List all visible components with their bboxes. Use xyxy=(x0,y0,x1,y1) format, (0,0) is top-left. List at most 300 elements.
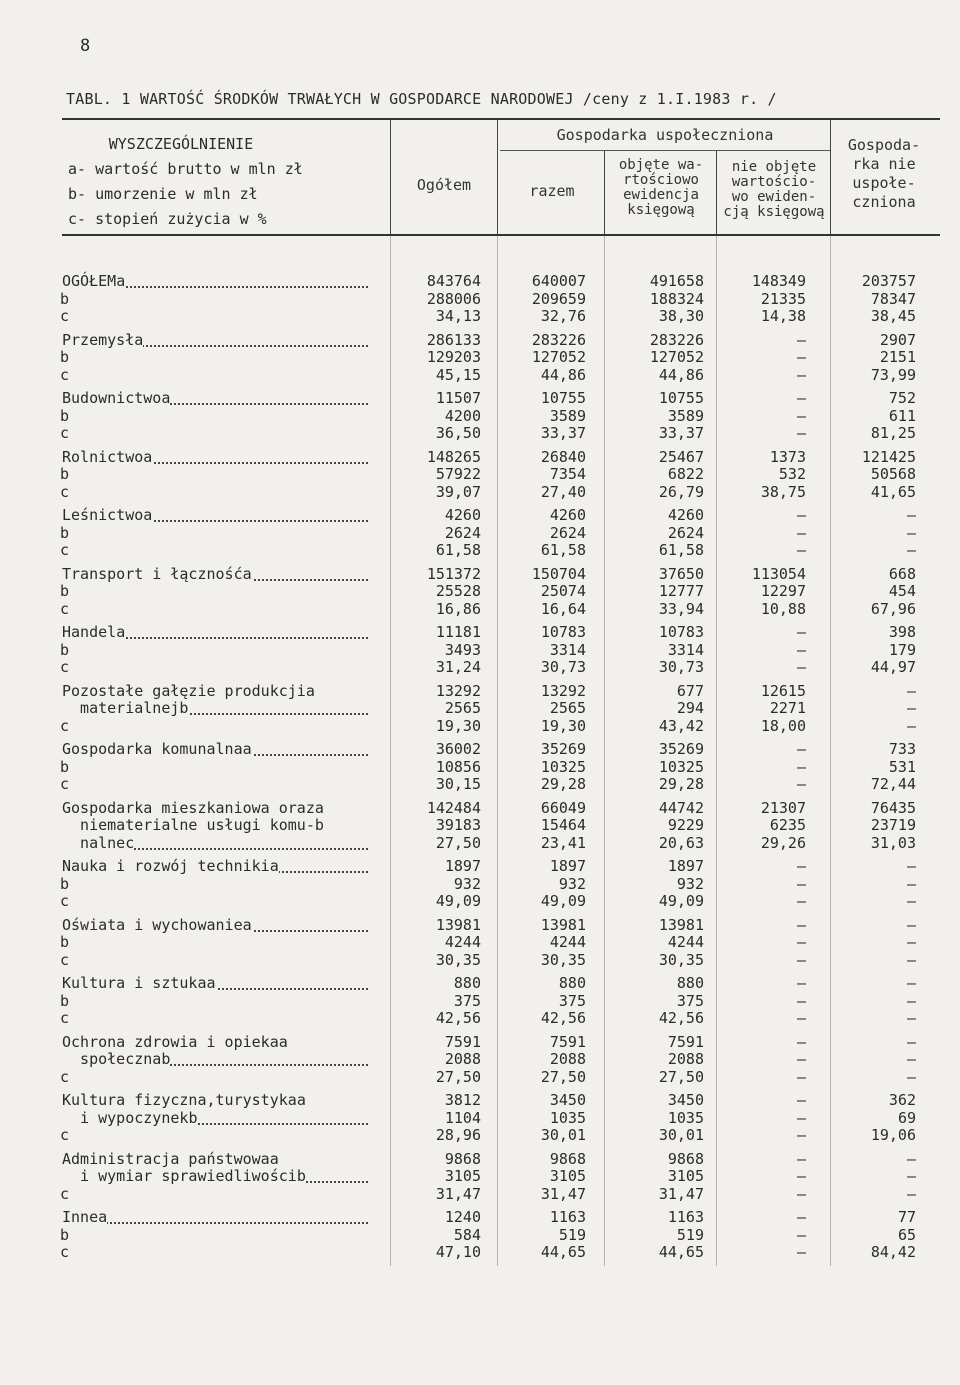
cell-nieobjete xyxy=(720,1151,806,1204)
cell-value: 3450 xyxy=(549,1091,586,1109)
cell-total xyxy=(395,917,481,970)
cell-value: – xyxy=(796,424,806,442)
cell-razem xyxy=(500,917,586,970)
row-label xyxy=(62,566,380,619)
cell-value: 2565 xyxy=(444,699,481,717)
cell-value: 519 xyxy=(558,1225,586,1244)
cell-value: – xyxy=(906,1050,916,1068)
cell-nieobjete xyxy=(720,566,806,619)
cell-value: 44,97 xyxy=(870,658,916,676)
cell-value: – xyxy=(796,991,806,1010)
cell-razem xyxy=(500,1034,586,1087)
row-marker: b xyxy=(60,874,70,893)
cell-value: 121425 xyxy=(861,447,916,466)
table-row xyxy=(0,1151,960,1210)
cell-value: – xyxy=(796,640,806,659)
cell-value: – xyxy=(906,1067,916,1086)
cell-value: 26,79 xyxy=(658,482,704,501)
cell-value: 31,47 xyxy=(540,1184,586,1203)
header-covered-line2: rtościowo xyxy=(623,172,699,188)
cell-value: 45,15 xyxy=(435,365,481,384)
cell-objete xyxy=(612,332,704,385)
cell-nieusp xyxy=(830,624,916,677)
cell-nieusp xyxy=(830,332,916,385)
cell-value: 2271 xyxy=(769,699,806,717)
cell-objete xyxy=(612,800,704,853)
cell-value: 203757 xyxy=(861,272,916,290)
cell-value: 4200 xyxy=(444,406,481,425)
cell-value: – xyxy=(796,348,806,366)
row-marker: b xyxy=(60,348,70,366)
cell-razem xyxy=(500,683,586,736)
cell-nieobjete xyxy=(720,1034,806,1087)
row-label-text: Gospodarka mieszkaniowa oraz xyxy=(62,798,315,817)
cell-value: 20,63 xyxy=(658,833,704,852)
cell-objete xyxy=(612,1034,704,1087)
cell-value: 10783 xyxy=(658,623,704,641)
cell-nieobjete xyxy=(720,1209,806,1262)
col-divider-3 xyxy=(604,151,605,234)
cell-value: 41,65 xyxy=(870,482,916,501)
header-socialized: Gospodarka uspołeczniona xyxy=(556,126,774,144)
cell-value: 3589 xyxy=(667,406,704,425)
row-marker: a xyxy=(269,857,279,875)
cell-value: 31,47 xyxy=(658,1184,704,1203)
cell-value: 1240 xyxy=(444,1208,481,1226)
row-label xyxy=(62,741,380,794)
cell-value: 209659 xyxy=(531,289,586,308)
row-label-text: i wymiar sprawiedliwości xyxy=(62,1167,297,1185)
cell-value: 1373 xyxy=(769,447,806,466)
cell-value: – xyxy=(796,1108,806,1127)
cell-value: 33,94 xyxy=(658,599,704,618)
cell-value: 72,44 xyxy=(870,775,916,793)
row-marker: a xyxy=(269,1149,279,1168)
cell-nieusp xyxy=(830,1034,916,1087)
cell-value: 2088 xyxy=(549,1050,586,1068)
table-row xyxy=(0,975,960,1034)
cell-nieusp xyxy=(830,449,916,502)
cell-value: 6822 xyxy=(667,465,704,483)
cell-value: – xyxy=(796,506,806,524)
cell-value: 31,03 xyxy=(870,833,916,852)
cell-value: – xyxy=(796,1091,806,1109)
cell-value: – xyxy=(796,1126,806,1144)
row-marker: a xyxy=(242,740,252,758)
row-marker: c xyxy=(60,892,70,910)
cell-value: 26840 xyxy=(540,447,586,466)
row-label xyxy=(62,624,380,677)
row-label-text: społeczna xyxy=(62,1050,162,1068)
cell-value: 12777 xyxy=(658,582,704,600)
cell-value: 1897 xyxy=(549,857,586,875)
cell-value: – xyxy=(906,892,916,910)
row-label xyxy=(62,800,380,853)
cell-value: – xyxy=(796,1184,806,1203)
cell-nieobjete xyxy=(720,741,806,794)
cell-value: 16,64 xyxy=(540,599,586,618)
cell-value: 33,37 xyxy=(658,424,704,442)
cell-value: 30,35 xyxy=(658,950,704,969)
row-label xyxy=(62,449,380,502)
cell-value: 42,56 xyxy=(540,1009,586,1027)
cell-value: 7354 xyxy=(549,465,586,483)
cell-value: 10783 xyxy=(540,623,586,641)
cell-value: 19,30 xyxy=(435,716,481,735)
cell-value: 4244 xyxy=(444,933,481,951)
table-title: TABL. 1 WARTOŚĆ ŚRODKÓW TRWAŁYCH W GOSPODARCE NARODOWEJ /ceny z 1.I.1983 r. / xyxy=(66,90,777,108)
cell-total xyxy=(395,624,481,677)
cell-value: 25528 xyxy=(435,582,481,600)
cell-value: 880 xyxy=(558,974,586,992)
cell-value: 283226 xyxy=(531,330,586,349)
cell-value: 43,42 xyxy=(658,716,704,735)
cell-objete xyxy=(612,566,704,619)
cell-value: 9868 xyxy=(667,1149,704,1168)
cell-razem xyxy=(500,1092,586,1145)
cell-objete xyxy=(612,975,704,1028)
cell-value: 21307 xyxy=(760,798,806,817)
cell-value: 39,07 xyxy=(435,482,481,501)
cell-total xyxy=(395,566,481,619)
cell-value: 11507 xyxy=(435,389,481,407)
legend-heading: WYSZCZEGÓLNIENIE xyxy=(108,135,254,153)
cell-value: 44,86 xyxy=(540,365,586,384)
row-label-text: Transport i łączność xyxy=(62,564,243,583)
cell-value: 44,86 xyxy=(658,365,704,384)
cell-value: – xyxy=(796,933,806,951)
cell-value: 30,15 xyxy=(435,775,481,793)
cell-value: 1163 xyxy=(549,1208,586,1226)
row-marker: b xyxy=(60,289,70,308)
cell-value: 61,58 xyxy=(658,541,704,559)
row-label-text: Handel xyxy=(62,623,117,641)
cell-total xyxy=(395,683,481,736)
row-label-text: Inne xyxy=(62,1208,99,1226)
cell-value: 31,47 xyxy=(435,1184,481,1203)
cell-value: 32,76 xyxy=(540,307,586,325)
cell-value: 127052 xyxy=(649,348,704,366)
row-label xyxy=(62,1209,380,1262)
cell-value: 10755 xyxy=(540,389,586,407)
cell-value: 10856 xyxy=(435,757,481,776)
row-marker: a xyxy=(143,506,153,524)
cell-objete xyxy=(612,390,704,443)
row-label xyxy=(62,332,380,385)
cell-total xyxy=(395,858,481,911)
cell-value: – xyxy=(796,740,806,758)
cell-nieusp xyxy=(830,741,916,794)
cell-value: 36002 xyxy=(435,740,481,758)
cell-razem xyxy=(500,975,586,1028)
cell-value: – xyxy=(906,1009,916,1027)
cell-value: 375 xyxy=(558,991,586,1010)
legend-b: b- umorzenie w mln zł xyxy=(68,185,258,203)
cell-value: – xyxy=(796,1243,806,1261)
cell-value: 13981 xyxy=(435,915,481,934)
header-total: Ogółem xyxy=(416,176,472,194)
cell-value: – xyxy=(796,915,806,934)
cell-value: 42,56 xyxy=(658,1009,704,1027)
cell-value: 27,50 xyxy=(658,1067,704,1086)
row-label xyxy=(62,858,380,911)
row-marker: b xyxy=(179,699,189,717)
cell-value: 2151 xyxy=(879,348,916,366)
cell-nieusp xyxy=(830,800,916,853)
cell-value: 49,09 xyxy=(435,892,481,910)
cell-value: 3493 xyxy=(444,640,481,659)
table-row xyxy=(0,1034,960,1093)
cell-value: 67,96 xyxy=(870,599,916,618)
cell-value: 288006 xyxy=(426,289,481,308)
cell-value: – xyxy=(796,1167,806,1185)
cell-value: 13981 xyxy=(540,915,586,934)
cell-value: 7591 xyxy=(667,1032,704,1051)
cell-value: 1035 xyxy=(549,1108,586,1127)
cell-value: 38,75 xyxy=(760,482,806,501)
table-row xyxy=(0,624,960,683)
cell-value: – xyxy=(906,857,916,875)
cell-value: 10325 xyxy=(658,757,704,776)
cell-razem xyxy=(500,449,586,502)
table-row xyxy=(0,1209,960,1268)
cell-value: – xyxy=(796,874,806,893)
cell-nieusp xyxy=(830,1151,916,1204)
row-marker: c xyxy=(60,1243,70,1261)
row-marker: b xyxy=(314,816,324,834)
row-marker: a xyxy=(143,447,153,466)
cell-razem xyxy=(500,507,586,560)
row-marker: c xyxy=(60,716,70,735)
cell-value: 4260 xyxy=(444,506,481,524)
cell-value: 39183 xyxy=(435,816,481,834)
cell-value: 188324 xyxy=(649,289,704,308)
cell-value: – xyxy=(796,1009,806,1027)
legend-a: a- wartość brutto w mln zł xyxy=(68,160,303,178)
row-label-text: Kultura i sztuka xyxy=(62,974,207,992)
table-row xyxy=(0,332,960,391)
cell-value: 3314 xyxy=(667,640,704,659)
cell-value: 362 xyxy=(888,1091,916,1109)
row-marker: b xyxy=(60,406,70,425)
cell-value: 57922 xyxy=(435,465,481,483)
cell-value: 27,50 xyxy=(435,1067,481,1086)
cell-value: 81,25 xyxy=(870,424,916,442)
table-row xyxy=(0,566,960,625)
cell-value: – xyxy=(796,541,806,559)
table-row xyxy=(0,449,960,508)
cell-value: – xyxy=(796,1032,806,1051)
row-marker: a xyxy=(116,272,126,290)
row-marker: c xyxy=(60,307,70,325)
cell-nieusp xyxy=(830,975,916,1028)
cell-nieobjete xyxy=(720,449,806,502)
cell-nieobjete xyxy=(720,1092,806,1145)
cell-razem xyxy=(500,624,586,677)
cell-total xyxy=(395,273,481,326)
table-row xyxy=(0,858,960,917)
cell-value: – xyxy=(906,950,916,969)
cell-value: 38,45 xyxy=(870,307,916,325)
header-not-covered xyxy=(718,160,830,220)
cell-value: – xyxy=(906,523,916,542)
header-top-rule xyxy=(62,118,940,120)
cell-total xyxy=(395,507,481,560)
row-label-text: Ochrona zdrowia i opieka xyxy=(62,1032,279,1051)
cell-value: 148349 xyxy=(751,272,806,290)
row-label-text: Kultura fizyczna,turystyka xyxy=(62,1091,297,1109)
header-covered-line4: księgową xyxy=(627,202,695,218)
header-non-socialized xyxy=(834,136,934,212)
cell-value: – xyxy=(906,1032,916,1051)
cell-value: 27,50 xyxy=(540,1067,586,1086)
table-row xyxy=(0,741,960,800)
cell-value: 77 xyxy=(897,1208,916,1226)
cell-value: – xyxy=(906,681,916,700)
cell-value: 25074 xyxy=(540,582,586,600)
cell-value: 4260 xyxy=(667,506,704,524)
row-marker: c xyxy=(60,1009,70,1027)
cell-value: 84,42 xyxy=(870,1243,916,1261)
row-marker: c xyxy=(125,833,135,852)
row-label-text: Gospodarka komunalna xyxy=(62,740,243,758)
cell-value: – xyxy=(906,1167,916,1185)
cell-value: 3450 xyxy=(667,1091,704,1109)
cell-value: 3105 xyxy=(549,1167,586,1185)
cell-value: – xyxy=(906,991,916,1010)
cell-value: 23719 xyxy=(870,816,916,834)
cell-razem xyxy=(500,390,586,443)
cell-objete xyxy=(612,858,704,911)
cell-value: 843764 xyxy=(426,272,481,290)
row-label xyxy=(62,507,380,560)
cell-value: 38,30 xyxy=(658,307,704,325)
cell-value: – xyxy=(906,974,916,992)
cell-value: 4244 xyxy=(549,933,586,951)
cell-value: 375 xyxy=(676,991,704,1010)
cell-value: 2907 xyxy=(879,330,916,349)
cell-value: 44,65 xyxy=(540,1243,586,1261)
cell-razem xyxy=(500,741,586,794)
cell-value: 10,88 xyxy=(760,599,806,618)
cell-value: 27,40 xyxy=(540,482,586,501)
cell-razem xyxy=(500,566,586,619)
cell-value: 532 xyxy=(778,465,806,483)
cell-value: 29,26 xyxy=(760,833,806,852)
cell-razem xyxy=(500,1151,586,1204)
table-row xyxy=(0,800,960,859)
row-marker: a xyxy=(314,798,324,817)
cell-value: 61,58 xyxy=(435,541,481,559)
row-label xyxy=(62,1034,380,1087)
header-covered xyxy=(606,158,716,218)
col-divider-5 xyxy=(830,119,831,234)
cell-value: 150704 xyxy=(531,564,586,583)
cell-value: 668 xyxy=(888,564,916,583)
cell-value: 151372 xyxy=(426,564,481,583)
cell-razem xyxy=(500,1209,586,1262)
row-marker: c xyxy=(60,365,70,384)
cell-value: 14,38 xyxy=(760,307,806,325)
table-row xyxy=(0,390,960,449)
cell-value: 36,50 xyxy=(435,424,481,442)
row-marker: b xyxy=(161,1050,171,1068)
cell-razem xyxy=(500,858,586,911)
socialized-subrule xyxy=(500,150,830,151)
cell-objete xyxy=(612,1151,704,1204)
row-marker: c xyxy=(60,541,70,559)
cell-value: 531 xyxy=(888,757,916,776)
cell-value: 142484 xyxy=(426,798,481,817)
cell-value: 30,73 xyxy=(658,658,704,676)
cell-total xyxy=(395,975,481,1028)
cell-value: 42,56 xyxy=(435,1009,481,1027)
cell-razem xyxy=(500,332,586,385)
cell-value: 9868 xyxy=(444,1149,481,1168)
header-not-covered-line3: wo ewiden- xyxy=(731,189,817,205)
row-marker: c xyxy=(60,658,70,676)
cell-value: 19,30 xyxy=(540,716,586,735)
cell-razem xyxy=(500,273,586,326)
table-row xyxy=(0,1092,960,1151)
table-row xyxy=(0,917,960,976)
row-marker: b xyxy=(60,523,70,542)
cell-value: 30,73 xyxy=(540,658,586,676)
cell-value: – xyxy=(796,1149,806,1168)
cell-value: – xyxy=(906,699,916,717)
row-marker: c xyxy=(60,1126,70,1144)
cell-value: 25467 xyxy=(658,447,704,466)
cell-value: 1104 xyxy=(444,1108,481,1127)
cell-objete xyxy=(612,273,704,326)
cell-value: 30,35 xyxy=(540,950,586,969)
cell-total xyxy=(395,449,481,502)
cell-value: 28,96 xyxy=(435,1126,481,1144)
cell-value: 491658 xyxy=(649,272,704,290)
cell-value: 6235 xyxy=(769,816,806,834)
row-marker: b xyxy=(60,1225,70,1244)
cell-value: 13292 xyxy=(540,681,586,700)
cell-value: 286133 xyxy=(426,330,481,349)
cell-value: 2088 xyxy=(444,1050,481,1068)
row-marker: b xyxy=(60,933,70,951)
header-not-covered-line2: wartościo- xyxy=(731,174,817,190)
cell-nieobjete xyxy=(720,800,806,853)
cell-value: – xyxy=(796,857,806,875)
cell-value: 1897 xyxy=(444,857,481,875)
cell-value: 13292 xyxy=(435,681,481,700)
row-marker: a xyxy=(206,974,216,992)
cell-nieobjete xyxy=(720,683,806,736)
row-marker: b xyxy=(296,1167,306,1185)
row-marker: b xyxy=(188,1108,198,1127)
cell-value: 34,13 xyxy=(435,307,481,325)
row-label-text: nalne xyxy=(62,833,126,852)
cell-nieobjete xyxy=(720,390,806,443)
row-marker: a xyxy=(116,623,126,641)
cell-value: 30,35 xyxy=(435,950,481,969)
header-covered-line1: objęte wa- xyxy=(618,157,704,173)
header-covered-line3: ewidencja xyxy=(623,187,699,203)
cell-nieusp xyxy=(830,917,916,970)
row-marker: a xyxy=(134,330,144,349)
row-label-text: Leśnictwo xyxy=(62,506,144,524)
cell-nieusp xyxy=(830,507,916,560)
cell-value: – xyxy=(906,1184,916,1203)
cell-value: 640007 xyxy=(531,272,586,290)
cell-razem xyxy=(500,800,586,853)
cell-value: – xyxy=(906,874,916,893)
